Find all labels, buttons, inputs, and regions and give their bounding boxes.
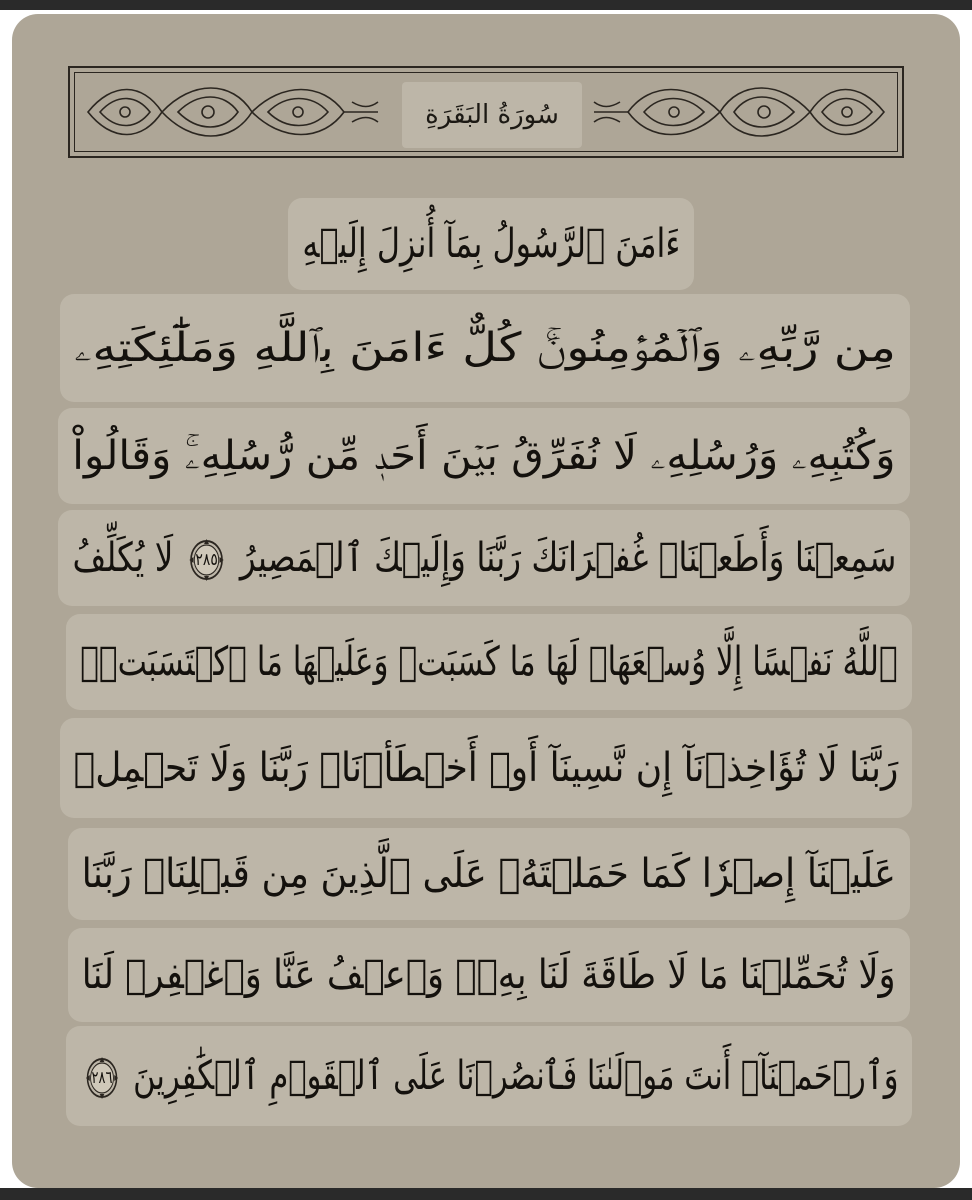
verse-line-2-text: مِن رَّبِّهِۦ وَٱلۡمُؤۡمِنُونَۚ كُلٌّ ءَامَنَ بِٱللَّهِ وَمَلَٰٓئِكَتِهِۦ (74, 325, 896, 371)
verse-line-5-text: ٱللَّهُ نَفۡسًا إِلَّا وُسۡعَهَاۚ لَهَا مَا كَسَبَتۡ وَعَلَيۡهَا مَا ٱكۡتَسَبَتۡۗ (80, 639, 898, 685)
verse-line-4-part-2: لَا يُكَلِّفُ (72, 534, 174, 581)
verse-line-4[interactable] (58, 510, 910, 606)
ayah-marker-286 (85, 1056, 119, 1100)
verse-line-2[interactable] (60, 294, 910, 402)
ornament-left-icon (82, 76, 382, 148)
ayah-number: ٢٨٦ (91, 1067, 113, 1088)
verse-line-9-part-1: وَٱرۡحَمۡنَآۚ أَنتَ مَوۡلَىٰنَا فَٱنصُرۡنَا عَلَى ٱلۡقَوۡمِ ٱلۡكَٰفِرِينَ (132, 1052, 899, 1099)
ornament-right-icon (590, 76, 890, 148)
verse-line-3[interactable] (58, 408, 910, 504)
verse-line-4-text (72, 535, 896, 582)
verse-line-5[interactable] (66, 614, 912, 710)
verse-line-8-text: وَلَا تُحَمِّلۡنَا مَا لَا طَاقَةَ لَنَا بِهِۦۖ وَٱعۡفُ عَنَّا وَٱغۡفِرۡ لَنَا (82, 952, 896, 998)
verse-line-3-text: وَكُتُبِهِۦ وَرُسُلِهِۦ لَا نُفَرِّقُ بَيۡنَ أَحَدٖ مِّن رُّسُلِهِۦۚ وَقَالُواْ (72, 433, 896, 479)
ayah-number: ٢٨٥ (195, 549, 218, 570)
verse-line-4-part-1: سَمِعۡنَا وَأَطَعۡنَاۖ غُفۡرَانَكَ رَبَّنَا وَإِلَيۡكَ ٱلۡمَصِيرُ (239, 534, 896, 581)
verse-line-7-text: عَلَيۡنَآ إِصۡرٗا كَمَا حَمَلۡتَهُۥ عَلَى ٱلَّذِينَ مِن قَبۡلِنَاۚ رَبَّنَا (81, 851, 896, 897)
verse-line-8[interactable] (68, 928, 910, 1022)
verse-line-1[interactable] (288, 198, 694, 290)
bottom-bar (0, 1188, 972, 1200)
verse-line-6-text: رَبَّنَا لَا تُؤَاخِذۡنَآ إِن نَّسِينَآ أَوۡ أَخۡطَأۡنَاۚ رَبَّنَا وَلَا تَحۡمِلۡ (73, 745, 898, 791)
surah-title: سُورَةُ البَقَرَةِ (402, 82, 582, 148)
ayah-marker-285 (188, 538, 224, 582)
verse-line-1-text: ءَامَنَ ٱلرَّسُولُ بِمَآ أُنزِلَ إِلَيۡهِ (302, 221, 680, 267)
verse-line-9[interactable] (66, 1026, 912, 1126)
verse-line-7[interactable] (68, 828, 910, 920)
verse-line-9-text (80, 1053, 898, 1100)
verse-line-6[interactable] (60, 718, 912, 818)
top-bar (0, 0, 972, 10)
